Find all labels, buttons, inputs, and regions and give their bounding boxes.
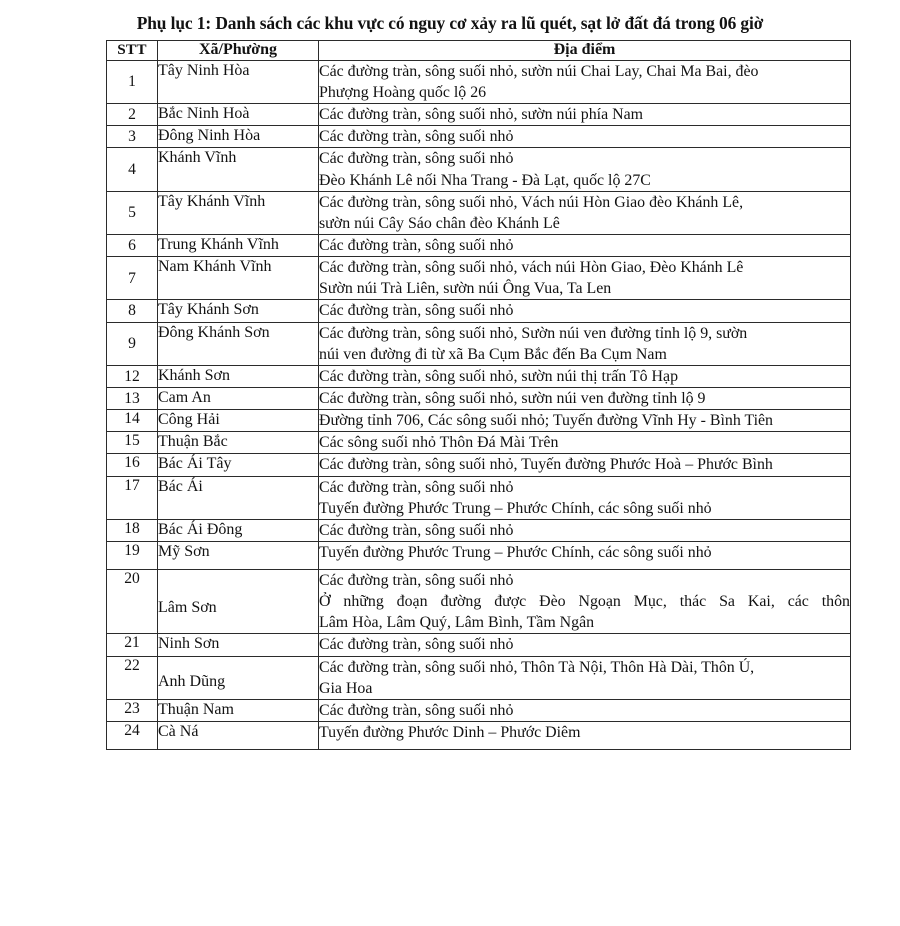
cell-place (319, 656, 851, 699)
cell-place-line: Gia Hoa (319, 679, 373, 697)
cell-place (319, 235, 851, 257)
cell-ward: Tây Khánh Sơn (158, 300, 319, 322)
table-row (107, 699, 851, 721)
cell-place (319, 476, 851, 519)
table-row (107, 148, 851, 191)
table-row (107, 541, 851, 569)
table-row (107, 519, 851, 541)
cell-stt: 9 (107, 322, 158, 365)
cell-stt: 13 (107, 388, 158, 410)
cell-stt: 2 (107, 104, 158, 126)
table-row (107, 365, 851, 387)
cell-ward: Cà Ná (158, 721, 319, 749)
cell-place-line: Các đường tràn, sông suối nhỏ (319, 571, 514, 589)
table-row (107, 476, 851, 519)
column-header-ward: Xã/Phường (158, 41, 319, 61)
cell-place (319, 322, 851, 365)
cell-stt: 12 (107, 365, 158, 387)
cell-place-line: Các đường tràn, sông suối nhỏ, Vách núi Hòn Giao đèo Khánh Lê, (319, 193, 744, 211)
cell-ward: Anh Dũng (158, 656, 319, 699)
table-row (107, 191, 851, 234)
column-header-place: Địa điểm (319, 41, 851, 61)
table-row (107, 656, 851, 699)
cell-place-line: Các đường tràn, sông suối nhỏ, sườn núi phía Nam (319, 106, 644, 124)
cell-ward: Công Hải (158, 410, 319, 432)
cell-place-line: Các đường tràn, sông suối nhỏ (319, 701, 514, 719)
cell-place (319, 191, 851, 234)
cell-stt: 8 (107, 300, 158, 322)
cell-place-line: Các đường tràn, sông suối nhỏ, Tuyến đường Phước Hoà – Phước Bình (319, 456, 773, 474)
cell-stt: 21 (107, 634, 158, 656)
cell-place (319, 410, 851, 432)
cell-place (319, 257, 851, 300)
cell-place-line: Các đường tràn, sông suối nhỏ (319, 150, 514, 168)
cell-stt: 18 (107, 519, 158, 541)
flash-flood-risk-table (106, 40, 851, 750)
table-header-row (107, 41, 851, 61)
cell-place-line: Các đường tràn, sông suối nhỏ (319, 521, 514, 539)
table-row (107, 257, 851, 300)
cell-ward: Nam Khánh Vĩnh (158, 257, 319, 300)
cell-place-line: Đường tỉnh 706, Các sông suối nhỏ; Tuyến đường Vĩnh Hy - Bình Tiên (319, 412, 774, 430)
cell-place-line: Các đường tràn, sông suối nhỏ, sườn núi Chai Lay, Chai Ma Bai, đèo (319, 62, 759, 80)
cell-place-line: Lâm Hòa, Lâm Quý, Lâm Bình, Tầm Ngân (319, 614, 595, 632)
table-row (107, 569, 851, 633)
cell-place-line: Các đường tràn, sông suối nhỏ (319, 128, 514, 146)
cell-place (319, 699, 851, 721)
cell-place-line: Phượng Hoàng quốc lộ 26 (319, 84, 487, 102)
cell-stt: 16 (107, 454, 158, 476)
cell-place (319, 569, 851, 633)
cell-place-line: Ở những đoạn đường được Đèo Ngoạn Mục, thác Sa Kai, các thôn (319, 593, 850, 611)
cell-ward: Khánh Sơn (158, 365, 319, 387)
cell-stt: 5 (107, 191, 158, 234)
cell-place (319, 519, 851, 541)
cell-stt: 7 (107, 257, 158, 300)
cell-ward: Bác Ái Đông (158, 519, 319, 541)
cell-ward: Đông Khánh Sơn (158, 322, 319, 365)
cell-ward: Trung Khánh Vĩnh (158, 235, 319, 257)
cell-place-line: Các sông suối nhỏ Thôn Đá Mài Trên (319, 434, 559, 452)
table-row (107, 388, 851, 410)
cell-stt: 22 (107, 656, 158, 699)
cell-stt: 15 (107, 432, 158, 454)
table-row (107, 432, 851, 454)
table-row (107, 634, 851, 656)
cell-stt: 19 (107, 541, 158, 569)
cell-ward: Mỹ Sơn (158, 541, 319, 569)
cell-ward: Ninh Sơn (158, 634, 319, 656)
table-row (107, 60, 851, 103)
cell-stt: 4 (107, 148, 158, 191)
cell-place-line: Các đường tràn, sông suối nhỏ, sườn núi thị trấn Tô Hạp (319, 367, 679, 385)
cell-place-line: Các đường tràn, sông suối nhỏ, vách núi Hòn Giao, Đèo Khánh Lê (319, 259, 744, 277)
table-container (0, 40, 900, 750)
cell-ward: Lâm Sơn (158, 569, 319, 633)
page-title: Phụ lục 1: Danh sách các khu vực có nguy cơ xảy ra lũ quét, sạt lở đất đá trong 06 giờ (136, 13, 764, 33)
cell-stt: 14 (107, 410, 158, 432)
cell-ward: Đông Ninh Hòa (158, 126, 319, 148)
column-header-stt: STT (107, 41, 158, 61)
cell-place-line: Đèo Khánh Lê nối Nha Trang - Đà Lạt, quốc lộ 27C (319, 171, 651, 189)
table-row (107, 126, 851, 148)
cell-place (319, 60, 851, 103)
cell-place-line: Các đường tràn, sông suối nhỏ, Sườn núi ven đường tỉnh lộ 9, sườn (319, 324, 748, 342)
table-body (107, 60, 851, 749)
cell-place-line: Các đường tràn, sông suối nhỏ (319, 237, 514, 255)
cell-stt: 24 (107, 721, 158, 749)
table-header (107, 41, 851, 61)
cell-stt: 6 (107, 235, 158, 257)
cell-place (319, 365, 851, 387)
table-row (107, 322, 851, 365)
cell-ward: Tây Khánh Vĩnh (158, 191, 319, 234)
cell-place (319, 388, 851, 410)
cell-stt: 3 (107, 126, 158, 148)
cell-stt: 20 (107, 569, 158, 633)
cell-place (319, 541, 851, 569)
cell-place (319, 104, 851, 126)
cell-stt: 1 (107, 60, 158, 103)
cell-ward: Cam An (158, 388, 319, 410)
cell-place-line: Các đường tràn, sông suối nhỏ, Thôn Tà Nội, Thôn Hà Dài, Thôn Ú, (319, 658, 755, 676)
cell-ward: Bắc Ninh Hoà (158, 104, 319, 126)
cell-ward: Thuận Nam (158, 699, 319, 721)
cell-place (319, 634, 851, 656)
cell-place (319, 721, 851, 749)
cell-stt: 23 (107, 699, 158, 721)
table-row (107, 721, 851, 749)
cell-place-line: Tuyến đường Phước Trung – Phước Chính, các sông suối nhỏ (319, 543, 712, 561)
cell-place-line: sườn núi Cây Sáo chân đèo Khánh Lê (319, 214, 560, 232)
cell-place-line: Tuyến đường Phước Trung – Phước Chính, các sông suối nhỏ (319, 499, 712, 517)
cell-place-line: Các đường tràn, sông suối nhỏ (319, 478, 514, 496)
cell-ward: Khánh Vĩnh (158, 148, 319, 191)
cell-place (319, 432, 851, 454)
cell-ward: Bác Ái Tây (158, 454, 319, 476)
cell-place-line: Sườn núi Trà Liên, sườn núi Ông Vua, Ta Len (319, 280, 612, 298)
cell-place-line: Các đường tràn, sông suối nhỏ (319, 302, 514, 320)
table-row (107, 104, 851, 126)
table-row (107, 300, 851, 322)
cell-place-line: Các đường tràn, sông suối nhỏ, sườn núi ven đường tỉnh lộ 9 (319, 390, 706, 407)
cell-place (319, 454, 851, 476)
cell-stt: 17 (107, 476, 158, 519)
cell-place-line: núi ven đường đi từ xã Ba Cụm Bắc đến Ba Cụm Nam (319, 345, 667, 363)
cell-ward: Thuận Bắc (158, 432, 319, 454)
table-row (107, 454, 851, 476)
cell-place-line: Các đường tràn, sông suối nhỏ (319, 636, 514, 654)
table-row (107, 235, 851, 257)
cell-ward: Bác Ái (158, 476, 319, 519)
clipped-running-header (0, 0, 900, 3)
cell-place-line: Tuyến đường Phước Dinh – Phước Diêm (319, 723, 581, 741)
table-row (107, 410, 851, 432)
cell-place (319, 300, 851, 322)
cell-place (319, 148, 851, 191)
cell-ward: Tây Ninh Hòa (158, 60, 319, 103)
cell-place (319, 126, 851, 148)
